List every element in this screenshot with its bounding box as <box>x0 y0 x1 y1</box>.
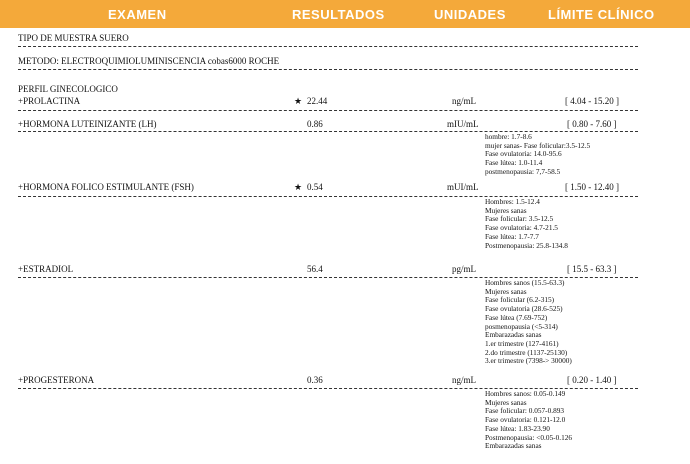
reference-line: hombre: 1.7-8.6 <box>485 132 532 141</box>
reference-line: Postmenopausia: <0.05-0.126 <box>485 432 573 442</box>
reference-values <box>485 198 568 250</box>
reference-line: Embarazadas sanas <box>485 330 542 340</box>
reference-line: Fase lútea: 1.0-11.4 <box>485 158 543 168</box>
reference-line: Fase folicular (6.2-315) <box>485 295 555 305</box>
test-name: +PROLACTINA <box>18 96 81 106</box>
header-resultados: RESULTADOS <box>292 7 385 22</box>
metodo: METODO: ELECTROQUIMIOLUMINISCENCIA cobas6000 ROCHE <box>18 56 280 66</box>
reference-values <box>485 133 590 177</box>
header-unidades: UNIDADES <box>434 7 506 22</box>
reference-line: postmenopausia: 7,7-58.5 <box>485 166 561 176</box>
test-range: [ 15.5 - 63.3 ] <box>567 264 617 274</box>
test-unit: mIU/mL <box>447 119 479 129</box>
reference-line: 3.er trimestre (7398-> 30000) <box>485 356 572 366</box>
reference-line: 1.er trimestre (127-4161) <box>485 338 559 348</box>
divider <box>18 110 638 111</box>
test-result: 0.36 <box>307 375 323 385</box>
test-range: [ 0.80 - 7.60 ] <box>567 119 617 129</box>
reference-line: Fase ovulatoria: 4.7-21.5 <box>485 223 558 233</box>
divider <box>18 196 638 197</box>
reference-line: Fase lútea: 1.83-23.90 <box>485 423 550 433</box>
tipo-muestra: TIPO DE MUESTRA SUERO <box>18 33 129 43</box>
test-range: [ 4.04 - 15.20 ] <box>565 96 619 106</box>
test-result: 22.44 <box>307 96 328 106</box>
test-unit: ng/mL <box>452 96 476 106</box>
divider <box>18 131 638 132</box>
test-range: [ 0.20 - 1.40 ] <box>567 375 617 385</box>
reference-line: Mujeres sanas <box>485 286 527 296</box>
reference-line: Fase ovulatoria (28.6-525) <box>485 304 563 314</box>
reference-values <box>485 390 572 451</box>
test-unit: mUI/mL <box>447 182 479 192</box>
reference-line: Fase lútea: 1.7-7.7 <box>485 231 539 241</box>
reference-line: Fase ovulatoria: 0.121-12.0 <box>485 415 566 425</box>
reference-line: posmenopausia (<5-314) <box>485 321 558 331</box>
reference-line: Fase folicular: 0.057-0.893 <box>485 406 565 416</box>
test-range: [ 1.50 - 12.40 ] <box>565 182 619 192</box>
reference-line: Mujeres sanas <box>485 397 527 407</box>
test-name: +ESTRADIOL <box>18 264 74 274</box>
reference-line: Hombres sanos: 0.05-0.149 <box>485 389 566 398</box>
reference-values <box>485 279 572 366</box>
table-header <box>0 0 690 28</box>
reference-line: Fase folicular: 3.5-12.5 <box>485 214 554 224</box>
reference-line: Hombres sanos (15.5-63.3) <box>485 278 565 287</box>
test-name: +PROGESTERONA <box>18 375 95 385</box>
divider <box>18 46 638 47</box>
test-unit: pg/mL <box>452 264 476 274</box>
test-result: 0.86 <box>307 119 323 129</box>
perfil-title: PERFIL GINECOLOGICO <box>18 84 118 94</box>
test-name: +HORMONA FOLICO ESTIMULANTE (FSH) <box>18 182 194 192</box>
reference-line: Mujeres sanas <box>485 205 527 215</box>
reference-line: 2.do trimestre (1137-25130) <box>485 347 568 357</box>
reference-line: Fase lútea (7.69-752) <box>485 312 548 322</box>
abnormal-flag-icon: ★ <box>294 96 303 106</box>
test-result: 0.54 <box>307 182 323 192</box>
reference-line: Embarazadas sanas <box>485 441 542 451</box>
header-limite-clinico: LÍMITE CLÍNICO <box>548 7 655 22</box>
header-examen: EXAMEN <box>108 7 167 22</box>
divider <box>18 69 638 70</box>
reference-line: Hombres: 1.5-12.4 <box>485 197 540 206</box>
reference-line: Postmenopausia: 25.8-134.8 <box>485 240 568 250</box>
reference-line: Fase ovulatoria: 14.0-95.6 <box>485 149 562 159</box>
test-name: +HORMONA LUTEINIZANTE (LH) <box>18 119 157 129</box>
test-unit: ng/mL <box>452 375 476 385</box>
abnormal-flag-icon: ★ <box>294 182 303 192</box>
test-result: 56.4 <box>307 264 323 274</box>
reference-line: mujer sanas- Fase folicular:3.5-12.5 <box>485 140 591 150</box>
